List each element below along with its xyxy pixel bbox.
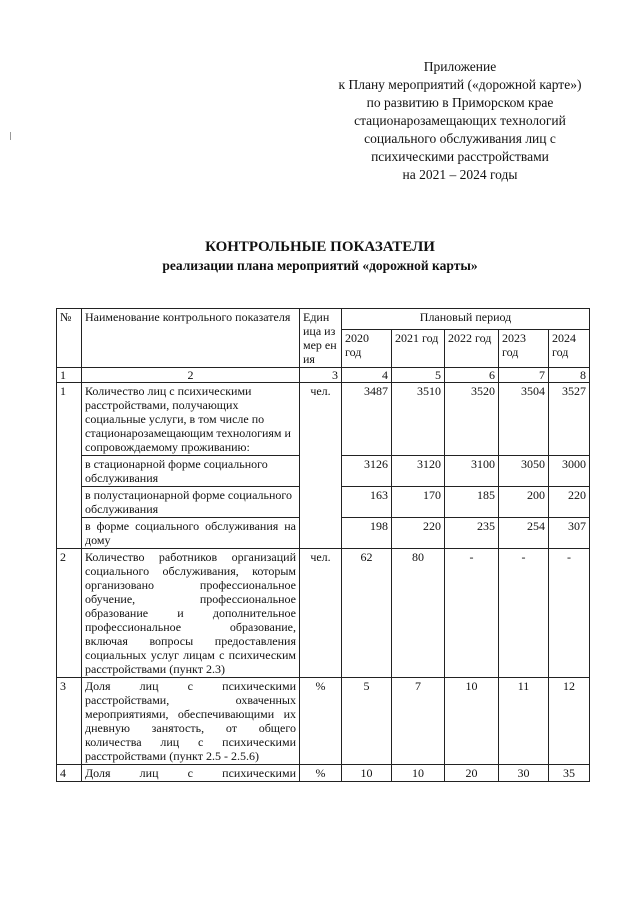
table-row <box>57 678 590 765</box>
header-year: 2022 год <box>445 330 499 368</box>
subrow-value: 163 <box>342 487 392 518</box>
table-row <box>57 549 590 678</box>
index-cell: 5 <box>392 368 445 383</box>
margin-mark <box>10 132 11 140</box>
index-cell: 1 <box>57 368 82 383</box>
header-year: 2024 год <box>549 330 590 368</box>
header-year: 2020 год <box>342 330 392 368</box>
row-num: 2 <box>57 549 82 678</box>
index-cell: 2 <box>82 368 300 383</box>
appendix-line: психическими расстройствами <box>371 149 549 164</box>
appendix-line: социального обслуживания лиц с <box>364 131 556 146</box>
subrow-value: 307 <box>549 518 590 549</box>
row-value: 3527 <box>549 383 590 456</box>
row-value: 11 <box>499 678 549 765</box>
header-year: 2021 год <box>392 330 445 368</box>
header-name: Наименование контрольного показателя <box>82 309 300 368</box>
row-name: Количество работников организаций социального обслуживания, которым организовано профессиональное обучение, профессиональное образование и дополнительное профессиональное образование, включая вопросы предоставления социальных услуг лицам с психическим расстройствами (пункт 2.3) <box>82 549 300 678</box>
header-period: Плановый период <box>342 309 590 330</box>
appendix-line: стационарозамещающих технологий <box>354 113 566 128</box>
subrow-name: в полустационарной форме социального обслуживания <box>82 487 300 518</box>
appendix-line: Приложение <box>423 59 497 74</box>
subrow-name: в стационарной форме социального обслуживания <box>82 456 300 487</box>
row-value: 10 <box>445 678 499 765</box>
table-header-row <box>57 309 590 330</box>
row-value: - <box>445 549 499 678</box>
subrow-value: 3126 <box>342 456 392 487</box>
subrow-value: 220 <box>392 518 445 549</box>
appendix-line: по развитию в Приморском крае <box>366 95 554 110</box>
row-value: 3487 <box>342 383 392 456</box>
row-value: 3520 <box>445 383 499 456</box>
row-unit: % <box>300 765 342 782</box>
row-value: 10 <box>392 765 445 782</box>
row-value: 3510 <box>392 383 445 456</box>
index-cell: 7 <box>499 368 549 383</box>
subrow-value: 220 <box>549 487 590 518</box>
title-sub: реализации плана мероприятий «дорожной карты» <box>162 258 478 273</box>
indicators-table <box>56 308 590 782</box>
row-name: Доля лиц с психическими <box>82 765 300 782</box>
subrow-value: 3120 <box>392 456 445 487</box>
row-value: 62 <box>342 549 392 678</box>
index-cell: 6 <box>445 368 499 383</box>
row-value: 10 <box>342 765 392 782</box>
appendix-block <box>300 58 620 184</box>
subrow-value: 3100 <box>445 456 499 487</box>
table-index-row <box>57 368 590 383</box>
subrow-value: 198 <box>342 518 392 549</box>
row-value: - <box>549 549 590 678</box>
row-num: 3 <box>57 678 82 765</box>
row-value: 3504 <box>499 383 549 456</box>
subrow-value: 200 <box>499 487 549 518</box>
subrow-value: 170 <box>392 487 445 518</box>
row-value: 12 <box>549 678 590 765</box>
header-year: 2023 год <box>499 330 549 368</box>
document-title <box>0 238 640 275</box>
row-num: 1 <box>57 383 82 549</box>
index-cell: 3 <box>300 368 342 383</box>
subrow-value: 3000 <box>549 456 590 487</box>
index-cell: 8 <box>549 368 590 383</box>
row-value: 5 <box>342 678 392 765</box>
row-value: 7 <box>392 678 445 765</box>
table-row <box>57 383 590 456</box>
row-unit: чел. <box>300 549 342 678</box>
appendix-line: к Плану мероприятий («дорожной карте») <box>338 77 582 92</box>
row-value: 30 <box>499 765 549 782</box>
appendix-line: на 2021 – 2024 годы <box>402 167 518 182</box>
subrow-name: в форме социального обслуживания на дому <box>82 518 300 549</box>
header-num: № <box>57 309 82 368</box>
index-cell: 4 <box>342 368 392 383</box>
table-row <box>57 765 590 782</box>
row-name: Доля лиц с психическими расстройствами, охваченных мероприятиями, обеспечивающими их дневную занятость, от общего количества лиц с психическими расстройствами (пункт 2.5 - 2.5.6) <box>82 678 300 765</box>
row-unit: % <box>300 678 342 765</box>
subrow-value: 254 <box>499 518 549 549</box>
row-name: Количество лиц с психическими расстройствами, получающих социальные услуги, в том числе по стационарозамещающим технологиям и сопровождаемому проживанию: <box>82 383 300 456</box>
subrow-value: 3050 <box>499 456 549 487</box>
row-value: 20 <box>445 765 499 782</box>
row-value: - <box>499 549 549 678</box>
subrow-value: 185 <box>445 487 499 518</box>
row-value: 35 <box>549 765 590 782</box>
subrow-value: 235 <box>445 518 499 549</box>
title-main: КОНТРОЛЬНЫЕ ПОКАЗАТЕЛИ <box>205 239 435 255</box>
row-value: 80 <box>392 549 445 678</box>
row-unit: чел. <box>300 383 342 549</box>
row-num: 4 <box>57 765 82 782</box>
header-unit: Един ица измер ения <box>300 309 342 368</box>
